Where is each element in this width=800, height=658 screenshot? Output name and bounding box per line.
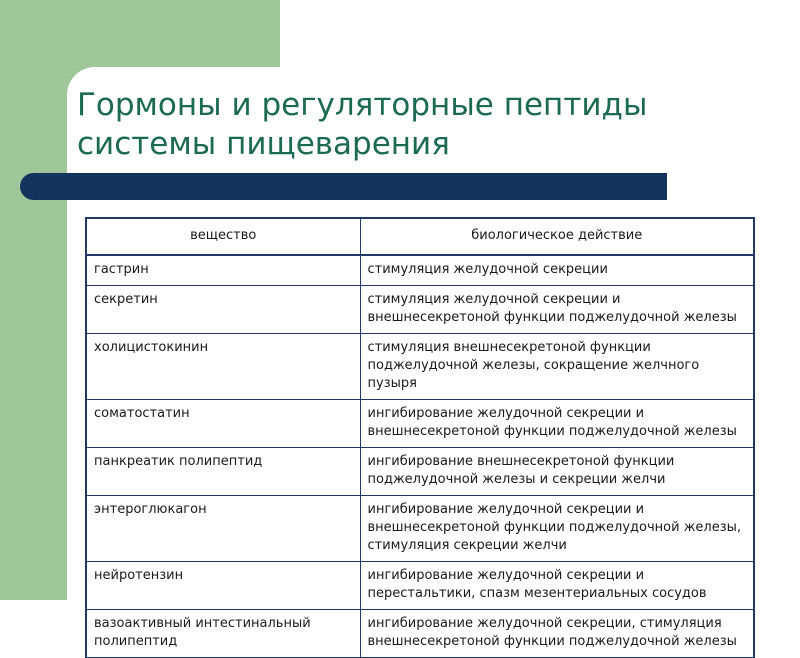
header-substance: вещество [86, 218, 360, 255]
table-row [86, 496, 754, 562]
action-cell: стимуляция желудочной секреции и внешнесекретоной функции поджелудочной железы [360, 286, 754, 334]
substance-cell: энтероглюкагон [86, 496, 360, 562]
action-cell: ингибирование внешнесекретоной функции поджелудочной железы и секреции желчи [360, 448, 754, 496]
action-cell: ингибирование желудочной секреции и внешнесекретоной функции поджелудочной железы, стимуляция секреции желчи [360, 496, 754, 562]
substance-cell: нейротензин [86, 562, 360, 610]
title-underline-bar [20, 173, 667, 200]
substance-cell: вазоактивный интестинальный полипептид [86, 610, 360, 658]
table-header-row [86, 218, 754, 255]
substance-cell: соматостатин [86, 400, 360, 448]
table-row [86, 562, 754, 610]
action-cell: ингибирование желудочной секреции и внешнесекретоной функции поджелудочной железы [360, 400, 754, 448]
hormones-table-container [85, 217, 753, 649]
substance-cell: панкреатик полипептид [86, 448, 360, 496]
table-row [86, 400, 754, 448]
substance-cell: секретин [86, 286, 360, 334]
header-biological-action: биологическое действие [360, 218, 754, 255]
action-cell: ингибирование желудочной секреции, стимуляция внешнесекретоной функции поджелудочной железы [360, 610, 754, 658]
table-row [86, 286, 754, 334]
table-row [86, 334, 754, 400]
hormones-table [85, 217, 755, 658]
action-cell: стимуляция внешнесекретоной функции поджелудочной железы, сокращение желчного пузыря [360, 334, 754, 400]
table-row [86, 610, 754, 658]
slide-title [77, 86, 777, 164]
action-cell: стимуляция желудочной секреции [360, 255, 754, 286]
slide-title-line-2: системы пищеварения [77, 126, 450, 162]
table-row [86, 448, 754, 496]
action-cell: ингибирование желудочной секреции и перестальтики, спазм мезентериальных сосудов [360, 562, 754, 610]
table-row [86, 255, 754, 286]
substance-cell: гастрин [86, 255, 360, 286]
substance-cell: холицистокинин [86, 334, 360, 400]
slide-title-line-1: Гормоны и регуляторные пептиды [77, 87, 648, 123]
